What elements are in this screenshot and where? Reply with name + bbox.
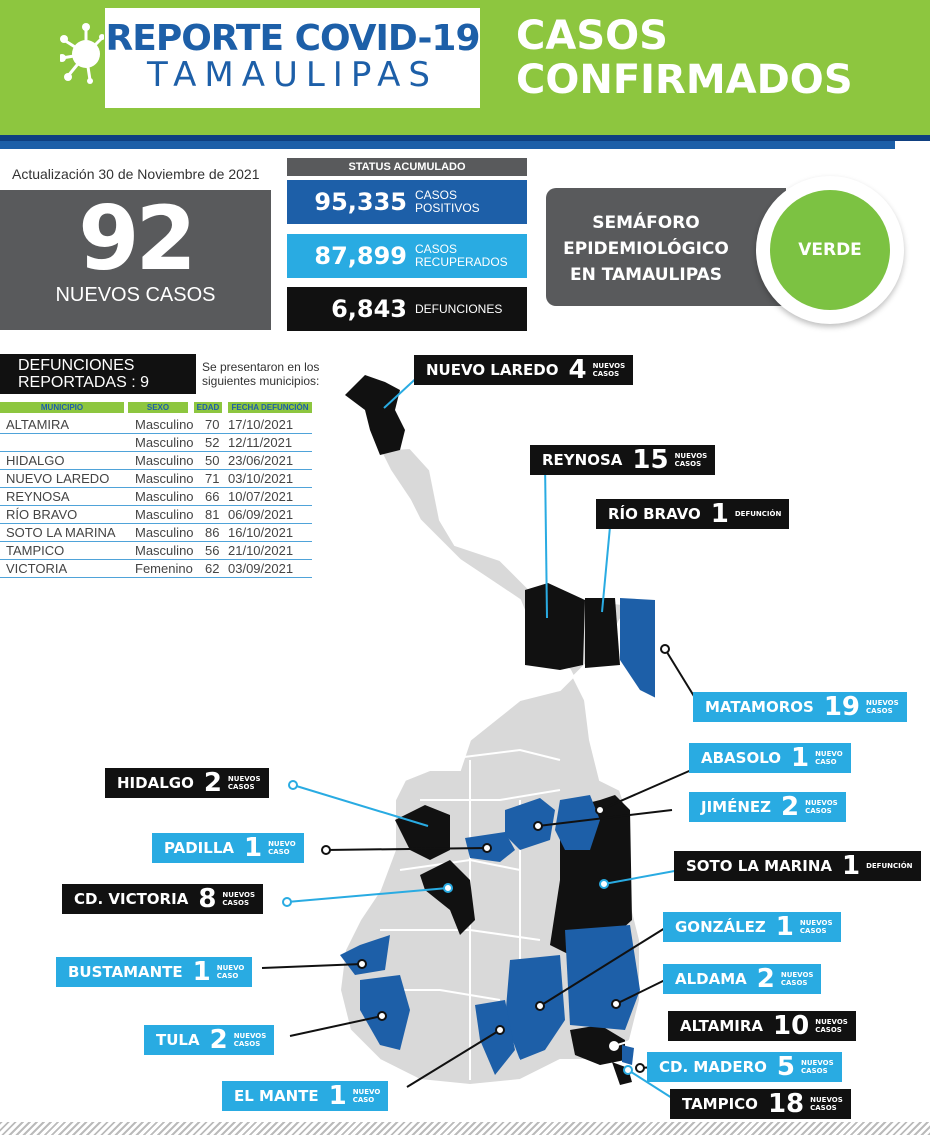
report-title: REPORTE COVID-19 — [105, 18, 480, 59]
bottom-stripe — [0, 1122, 930, 1135]
gonzalez-sub1: NUEVOS — [799, 919, 833, 927]
row-edad: 52 — [205, 435, 220, 450]
row-fecha: 12/11/2021 — [228, 435, 293, 450]
status-heading: STATUS ACUMULADO — [287, 158, 527, 176]
label-altamira — [668, 1011, 856, 1041]
row-edad: 62 — [205, 561, 220, 576]
defunciones-label: DEFUNCIONES — [415, 301, 503, 316]
bustamante-sub1: NUEVO — [216, 964, 245, 972]
soto-la-marina-sub1: DEFUNCIÓN — [866, 862, 913, 870]
gonzalez-count: 1 — [775, 912, 794, 942]
deaths-heading-line2: REPORTADAS : 9 — [18, 374, 149, 391]
deaths-note-line2: siguientes municipios: — [202, 374, 320, 388]
rio-bravo-sub1: DEFUNCIÓN — [734, 510, 782, 518]
row-sexo: Masculino — [135, 435, 194, 450]
row-municipio: VICTORIA — [6, 561, 68, 576]
new-cases-label: NUEVOS CASOS — [55, 284, 216, 306]
tula-count: 2 — [209, 1025, 228, 1055]
row-municipio: NUEVO LAREDO — [6, 471, 110, 486]
row-edad: 71 — [205, 471, 220, 486]
altamira-sub2: CASOS — [815, 1026, 842, 1034]
bustamante-name: BUSTAMANTE — [68, 963, 183, 981]
el-mante-count: 1 — [328, 1081, 347, 1111]
defunciones-value: 6,843 — [331, 295, 407, 323]
row-edad: 70 — [205, 417, 220, 432]
padilla-count: 1 — [243, 833, 263, 863]
nuevo-laredo-count: 4 — [568, 355, 587, 385]
row-fecha: 23/06/2021 — [228, 453, 294, 468]
hidalgo-sub1: NUEVOS — [227, 775, 261, 783]
row-municipio: RÍO BRAVO — [6, 507, 78, 522]
cd-victoria-sub1: NUEVOS — [222, 891, 256, 899]
semaforo-status: VERDE — [770, 190, 890, 310]
deaths-heading-line1: DEFUNCIONES — [18, 357, 135, 374]
recuperados-value: 87,899 — [314, 242, 407, 270]
cd-victoria-count: 8 — [198, 884, 217, 914]
row-municipio: TAMPICO — [6, 543, 65, 558]
gonzalez-name: GONZÁLEZ — [675, 918, 766, 936]
aldama-name: ALDAMA — [675, 970, 747, 988]
col-edad: EDAD — [194, 402, 222, 413]
label-hidalgo — [105, 768, 269, 798]
row-sexo: Femenino — [135, 561, 193, 576]
bustamante-count: 1 — [192, 957, 211, 987]
row-fecha: 03/09/2021 — [228, 561, 294, 576]
el-mante-sub1: NUEVO — [352, 1088, 381, 1096]
cd-madero-count: 5 — [776, 1052, 796, 1082]
tula-sub1: NUEVOS — [233, 1032, 267, 1040]
col-fecha: FECHA DEFUNCIÓN — [228, 402, 312, 413]
el-mante-name: EL MANTE — [234, 1087, 319, 1105]
report-subtitle: TAMAULIPAS — [146, 55, 438, 95]
deaths-note-line1: Se presentaron en los — [202, 360, 320, 374]
reynosa-name: REYNOSA — [542, 451, 623, 469]
label-tula — [144, 1025, 274, 1055]
matamoros-count: 19 — [823, 692, 861, 722]
row-sexo: Masculino — [135, 453, 194, 468]
tampico-sub2: CASOS — [810, 1104, 837, 1112]
tula-sub2: CASOS — [233, 1040, 261, 1048]
tampico-count: 18 — [767, 1089, 805, 1119]
tampico-name: TAMPICO — [682, 1095, 758, 1113]
row-edad: 81 — [205, 507, 220, 522]
row-municipio: SOTO LA MARINA — [6, 525, 116, 540]
row-municipio: HIDALGO — [6, 453, 65, 468]
label-bustamante — [56, 957, 252, 987]
new-cases-count: 92 — [78, 187, 193, 290]
rio-bravo-count: 1 — [710, 499, 729, 529]
row-sexo: Masculino — [135, 507, 194, 522]
gonzalez-sub2: CASOS — [799, 927, 827, 935]
label-matamoros — [693, 692, 907, 722]
cd-victoria-sub2: CASOS — [222, 899, 249, 907]
label-jimenez — [689, 792, 846, 822]
cd-madero-sub1: NUEVOS — [801, 1059, 834, 1067]
el-mante-sub2: CASO — [352, 1096, 375, 1104]
abasolo-sub1: NUEVO — [815, 750, 843, 758]
recuperados-label1: CASOS — [415, 242, 458, 256]
altamira-count: 10 — [773, 1011, 810, 1041]
col-municipio: MUNICIPIO — [0, 402, 124, 413]
soto-la-marina-name: SOTO LA MARINA — [686, 857, 832, 875]
jimenez-name: JIMÉNEZ — [701, 798, 772, 816]
hidalgo-count: 2 — [203, 768, 222, 798]
semaforo-line2: EPIDEMIOLÓGICO — [563, 239, 729, 259]
row-edad: 50 — [205, 453, 220, 468]
padilla-name: PADILLA — [164, 839, 234, 857]
matamoros-sub1: NUEVOS — [866, 699, 899, 707]
altamira-name: ALTAMIRA — [680, 1017, 764, 1035]
tampico-sub1: NUEVOS — [810, 1096, 843, 1104]
aldama-sub1: NUEVOS — [780, 971, 814, 979]
row-fecha: 06/09/2021 — [228, 507, 294, 522]
row-edad: 86 — [205, 525, 220, 540]
row-fecha: 16/10/2021 — [228, 525, 294, 540]
section-title-line1: CASOS — [516, 13, 668, 59]
row-fecha: 03/10/2021 — [228, 471, 294, 486]
recuperados-label2: RECUPERADOS — [415, 255, 508, 269]
matamoros-sub2: CASOS — [866, 707, 893, 715]
reynosa-sub1: NUEVOS — [674, 452, 708, 460]
nuevo-laredo-name: NUEVO LAREDO — [426, 361, 559, 379]
tula-name: TULA — [156, 1031, 200, 1049]
hidalgo-name: HIDALGO — [117, 774, 194, 792]
reynosa-count: 15 — [632, 445, 669, 475]
label-soto-la-marina — [674, 851, 921, 881]
padilla-sub2: CASO — [268, 848, 290, 856]
aldama-sub2: CASOS — [780, 979, 808, 987]
jimenez-count: 2 — [781, 792, 800, 822]
row-edad: 56 — [205, 543, 220, 558]
positivos-label1: CASOS — [415, 188, 458, 202]
nuevo-laredo-sub1: NUEVOS — [592, 362, 626, 370]
row-fecha: 10/07/2021 — [228, 489, 294, 504]
row-sexo: Masculino — [135, 471, 194, 486]
label-nuevo-laredo — [414, 355, 633, 385]
cd-madero-name: CD. MADERO — [659, 1058, 767, 1076]
positivos-value: 95,335 — [314, 188, 407, 216]
padilla-sub1: NUEVO — [268, 840, 296, 848]
row-sexo: Masculino — [135, 525, 194, 540]
label-padilla — [152, 833, 304, 863]
row-fecha: 17/10/2021 — [228, 417, 294, 432]
hidalgo-sub2: CASOS — [227, 783, 255, 791]
jimenez-sub1: NUEVOS — [805, 799, 838, 807]
row-sexo: Masculino — [135, 489, 194, 504]
label-cd-victoria — [62, 884, 263, 914]
soto-la-marina-count: 1 — [841, 851, 861, 881]
bustamante-sub2: CASO — [216, 972, 239, 980]
altamira-sub1: NUEVOS — [815, 1018, 848, 1026]
row-sexo: Masculino — [135, 417, 194, 432]
update-date: Actualización 30 de Noviembre de 2021 — [12, 166, 260, 182]
label-el-mante — [222, 1081, 388, 1111]
semaforo-line3: EN TAMAULIPAS — [569, 265, 722, 285]
cd-madero-sub2: CASOS — [801, 1067, 828, 1075]
aldama-count: 2 — [756, 964, 775, 994]
abasolo-count: 1 — [790, 743, 810, 773]
row-edad: 66 — [205, 489, 220, 504]
cd-victoria-name: CD. VICTORIA — [74, 890, 189, 908]
positivos-label2: POSITIVOS — [415, 201, 480, 215]
row-municipio: ALTAMIRA — [6, 417, 70, 432]
jimenez-sub2: CASOS — [805, 807, 832, 815]
col-sexo: SEXO — [128, 402, 188, 413]
label-rio-bravo — [596, 499, 789, 529]
label-aldama — [663, 964, 821, 994]
matamoros-name: MATAMOROS — [705, 698, 814, 716]
section-title-line2: CONFIRMADOS — [516, 57, 853, 103]
abasolo-sub2: CASO — [815, 758, 837, 766]
reynosa-sub2: CASOS — [674, 460, 702, 468]
label-gonzalez — [663, 912, 841, 942]
row-fecha: 21/10/2021 — [228, 543, 294, 558]
rio-bravo-name: RÍO BRAVO — [608, 505, 701, 523]
label-abasolo — [689, 743, 851, 773]
label-reynosa — [530, 445, 715, 475]
semaforo-line1: SEMÁFORO — [592, 213, 700, 233]
nuevo-laredo-sub2: CASOS — [592, 370, 620, 378]
label-cd-madero — [647, 1052, 842, 1082]
row-sexo: Masculino — [135, 543, 194, 558]
abasolo-name: ABASOLO — [701, 749, 781, 767]
label-tampico — [670, 1089, 851, 1119]
row-municipio: REYNOSA — [6, 489, 70, 504]
